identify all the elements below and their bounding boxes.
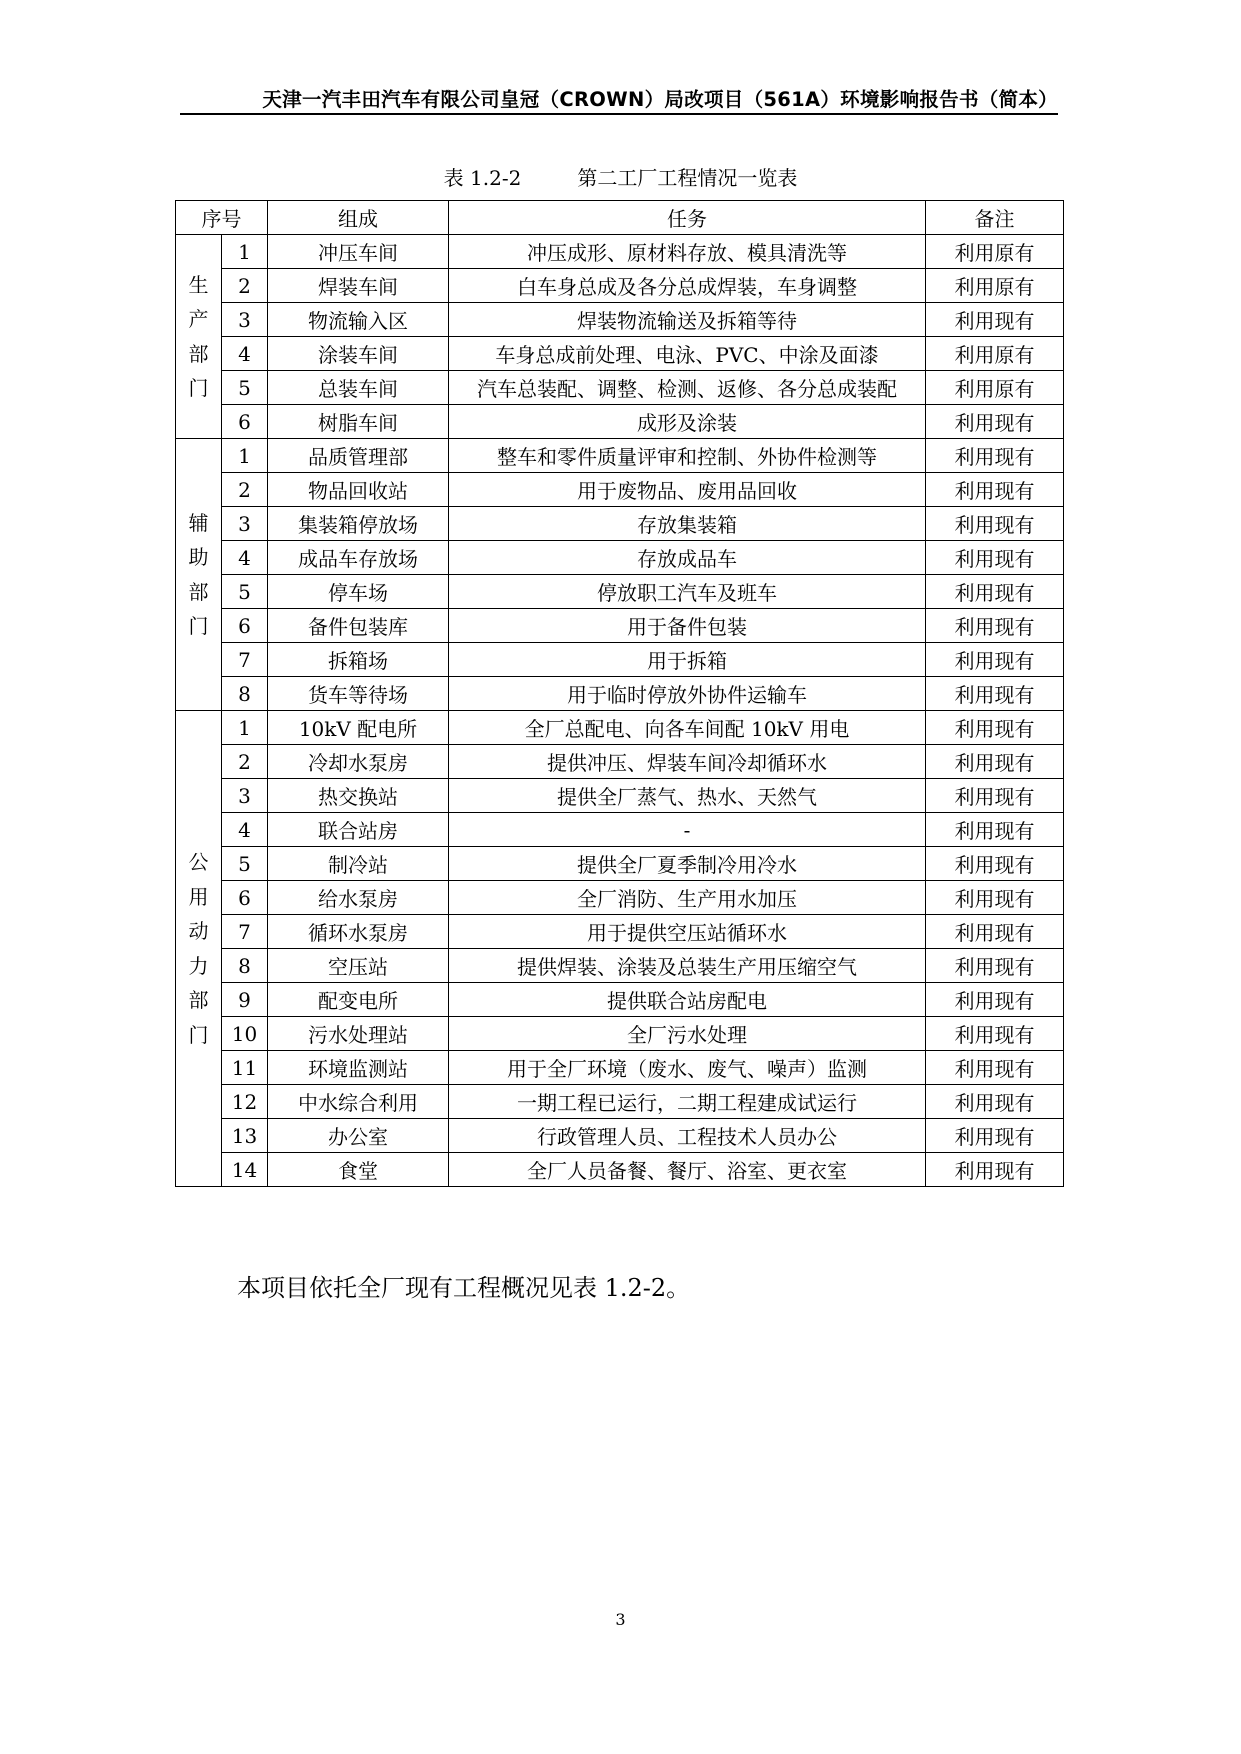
task-cell: 全厂消防、生产用水加压 (449, 881, 926, 915)
group-label (176, 711, 222, 1187)
row-number-cell: 2 (222, 473, 268, 507)
note-cell: 利用现有 (926, 983, 1064, 1017)
task-cell: 全厂总配电、向各车间配 10kV 用电 (449, 711, 926, 745)
row-number-cell: 12 (222, 1085, 268, 1119)
table-row (176, 881, 1064, 915)
table-row (176, 439, 1064, 473)
note-cell: 利用现有 (926, 915, 1064, 949)
note-cell: 利用现有 (926, 711, 1064, 745)
note-cell: 利用现有 (926, 1085, 1064, 1119)
task-cell: 提供焊装、涂装及总装生产用压缩空气 (449, 949, 926, 983)
group-label (176, 235, 222, 439)
note-cell: 利用现有 (926, 1017, 1064, 1051)
component-cell: 冲压车间 (268, 235, 449, 269)
row-number-cell: 2 (222, 745, 268, 779)
body-paragraph: 本项目依托全厂现有工程概况见表 1.2-2。 (237, 1274, 691, 1302)
component-cell: 10kV 配电所 (268, 711, 449, 745)
row-number-cell: 14 (222, 1153, 268, 1187)
note-cell: 利用现有 (926, 847, 1064, 881)
row-number-cell: 7 (222, 915, 268, 949)
table-row (176, 303, 1064, 337)
component-cell: 联合站房 (268, 813, 449, 847)
table-row (176, 745, 1064, 779)
table-row (176, 337, 1064, 371)
group-label-char: 产 (188, 307, 209, 331)
note-cell: 利用现有 (926, 643, 1064, 677)
project-overview-table (175, 200, 1064, 1187)
table-row (176, 915, 1064, 949)
component-cell: 物流输入区 (268, 303, 449, 337)
row-number-cell: 8 (222, 677, 268, 711)
table-row (176, 949, 1064, 983)
note-cell: 利用现有 (926, 1153, 1064, 1187)
component-cell: 中水综合利用 (268, 1085, 449, 1119)
table-row (176, 473, 1064, 507)
component-cell: 涂装车间 (268, 337, 449, 371)
component-cell: 给水泵房 (268, 881, 449, 915)
row-number-cell: 4 (222, 337, 268, 371)
task-cell: 提供联合站房配电 (449, 983, 926, 1017)
group-label-char: 门 (188, 376, 209, 400)
note-cell: 利用现有 (926, 1119, 1064, 1153)
group-label-char: 公 (188, 850, 209, 874)
note-cell: 利用原有 (926, 337, 1064, 371)
table-row (176, 983, 1064, 1017)
component-cell: 办公室 (268, 1119, 449, 1153)
row-number-cell: 6 (222, 405, 268, 439)
table-row (176, 813, 1064, 847)
task-cell: 成形及涂装 (449, 405, 926, 439)
row-number-cell: 5 (222, 847, 268, 881)
component-cell: 成品车存放场 (268, 541, 449, 575)
group-label-char: 部 (188, 341, 209, 366)
component-cell: 集装箱停放场 (268, 507, 449, 541)
group-label-char: 用 (188, 884, 209, 909)
table-row (176, 541, 1064, 575)
page-number: 3 (615, 1610, 626, 1629)
task-cell: 存放成品车 (449, 541, 926, 575)
note-cell: 利用现有 (926, 949, 1064, 983)
component-cell: 物品回收站 (268, 473, 449, 507)
row-number-cell: 10 (222, 1017, 268, 1051)
task-cell: 用于备件包装 (449, 609, 926, 643)
task-cell: 行政管理人员、工程技术人员办公 (449, 1119, 926, 1153)
component-cell: 树脂车间 (268, 405, 449, 439)
row-number-cell: 1 (222, 711, 268, 745)
component-cell: 食堂 (268, 1153, 449, 1187)
row-number-cell: 6 (222, 609, 268, 643)
table-row (176, 269, 1064, 303)
component-cell: 货车等待场 (268, 677, 449, 711)
table-row (176, 1153, 1064, 1187)
note-cell: 利用现有 (926, 507, 1064, 541)
component-cell: 冷却水泵房 (268, 745, 449, 779)
task-cell: 冲压成形、原材料存放、模具清洗等 (449, 235, 926, 269)
row-number-cell: 13 (222, 1119, 268, 1153)
note-cell: 利用现有 (926, 405, 1064, 439)
table-number: 表 1.2-2 (443, 166, 522, 190)
task-cell: 全厂人员备餐、餐厅、浴室、更衣室 (449, 1153, 926, 1187)
task-cell: 全厂污水处理 (449, 1017, 926, 1051)
note-cell: 利用现有 (926, 881, 1064, 915)
table-row (176, 1017, 1064, 1051)
header-cell-component: 组成 (268, 201, 449, 235)
row-number-cell: 1 (222, 439, 268, 473)
component-cell: 热交换站 (268, 779, 449, 813)
table-row (176, 643, 1064, 677)
row-number-cell: 11 (222, 1051, 268, 1085)
table-row (176, 609, 1064, 643)
table-row (176, 371, 1064, 405)
note-cell: 利用现有 (926, 473, 1064, 507)
task-cell: 白车身总成及各分总成焊装，车身调整 (449, 269, 926, 303)
task-cell: 一期工程已运行，二期工程建成试运行 (449, 1085, 926, 1119)
note-cell: 利用现有 (926, 575, 1064, 609)
table-row (176, 1051, 1064, 1085)
table-row (176, 507, 1064, 541)
row-number-cell: 2 (222, 269, 268, 303)
header-cell-no: 序号 (176, 201, 268, 235)
note-cell: 利用现有 (926, 1051, 1064, 1085)
component-cell: 空压站 (268, 949, 449, 983)
group-label (176, 439, 222, 711)
task-cell: 提供全厂蒸气、热水、天然气 (449, 779, 926, 813)
component-cell: 品质管理部 (268, 439, 449, 473)
note-cell: 利用现有 (926, 745, 1064, 779)
component-cell: 循环水泵房 (268, 915, 449, 949)
group-label-char: 生 (188, 272, 209, 297)
group-label-char: 门 (188, 614, 209, 638)
component-cell: 制冷站 (268, 847, 449, 881)
table-row (176, 677, 1064, 711)
task-cell: 停放职工汽车及班车 (449, 575, 926, 609)
note-cell: 利用现有 (926, 541, 1064, 575)
header-cell-task: 任务 (449, 201, 926, 235)
task-cell: 用于全厂环境（废水、废气、噪声）监测 (449, 1051, 926, 1085)
table-row (176, 235, 1064, 269)
component-cell: 拆箱场 (268, 643, 449, 677)
task-cell: - (449, 813, 926, 847)
group-label-char: 部 (188, 988, 209, 1012)
note-cell: 利用现有 (926, 677, 1064, 711)
row-number-cell: 7 (222, 643, 268, 677)
row-number-cell: 5 (222, 371, 268, 405)
table-row (176, 711, 1064, 745)
table-row (176, 847, 1064, 881)
task-cell: 车身总成前处理、电泳、PVC、中涂及面漆 (449, 337, 926, 371)
note-cell: 利用现有 (926, 813, 1064, 847)
table-title: 第二工厂工程情况一览表 (577, 166, 798, 190)
task-cell: 用于提供空压站循环水 (449, 915, 926, 949)
note-cell: 利用现有 (926, 303, 1064, 337)
component-cell: 配变电所 (268, 983, 449, 1017)
component-cell: 总装车间 (268, 371, 449, 405)
row-number-cell: 4 (222, 541, 268, 575)
row-number-cell: 8 (222, 949, 268, 983)
component-cell: 停车场 (268, 575, 449, 609)
table-row (176, 1119, 1064, 1153)
note-cell: 利用原有 (926, 269, 1064, 303)
task-cell: 汽车总装配、调整、检测、返修、各分总成装配 (449, 371, 926, 405)
table-row (176, 575, 1064, 609)
document-header-title: 天津一汽丰田汽车有限公司皇冠（CROWN）局改项目（561A）环境影响报告书（简本） (262, 88, 1058, 111)
table-caption (0, 162, 1241, 191)
component-cell: 备件包装库 (268, 609, 449, 643)
task-cell: 提供全厂夏季制冷用冷水 (449, 847, 926, 881)
group-label-char: 辅 (188, 510, 209, 535)
task-cell: 用于临时停放外协件运输车 (449, 677, 926, 711)
note-cell: 利用现有 (926, 609, 1064, 643)
component-cell: 环境监测站 (268, 1051, 449, 1085)
row-number-cell: 4 (222, 813, 268, 847)
row-number-cell: 3 (222, 779, 268, 813)
row-number-cell: 3 (222, 303, 268, 337)
task-cell: 整车和零件质量评审和控制、外协件检测等 (449, 439, 926, 473)
group-label-char: 动 (188, 919, 209, 943)
row-number-cell: 9 (222, 983, 268, 1017)
component-cell: 污水处理站 (268, 1017, 449, 1051)
group-label-char: 助 (188, 545, 209, 569)
task-cell: 用于废物品、废用品回收 (449, 473, 926, 507)
note-cell: 利用原有 (926, 235, 1064, 269)
row-number-cell: 6 (222, 881, 268, 915)
task-cell: 存放集装箱 (449, 507, 926, 541)
row-number-cell: 1 (222, 235, 268, 269)
row-number-cell: 3 (222, 507, 268, 541)
table-row (176, 779, 1064, 813)
group-label-char: 门 (188, 1022, 209, 1047)
table-body (176, 235, 1064, 1187)
header-cell-note: 备注 (926, 201, 1064, 235)
note-cell: 利用原有 (926, 371, 1064, 405)
header-divider (180, 113, 1058, 115)
task-cell: 焊装物流输送及拆箱等待 (449, 303, 926, 337)
group-label-char: 力 (188, 953, 209, 978)
task-cell: 提供冲压、焊装车间冷却循环水 (449, 745, 926, 779)
component-cell: 焊装车间 (268, 269, 449, 303)
row-number-cell: 5 (222, 575, 268, 609)
table-header-row (176, 201, 1064, 235)
group-label-char: 部 (188, 579, 209, 604)
note-cell: 利用现有 (926, 439, 1064, 473)
table-row (176, 405, 1064, 439)
note-cell: 利用现有 (926, 779, 1064, 813)
task-cell: 用于拆箱 (449, 643, 926, 677)
table-row (176, 1085, 1064, 1119)
